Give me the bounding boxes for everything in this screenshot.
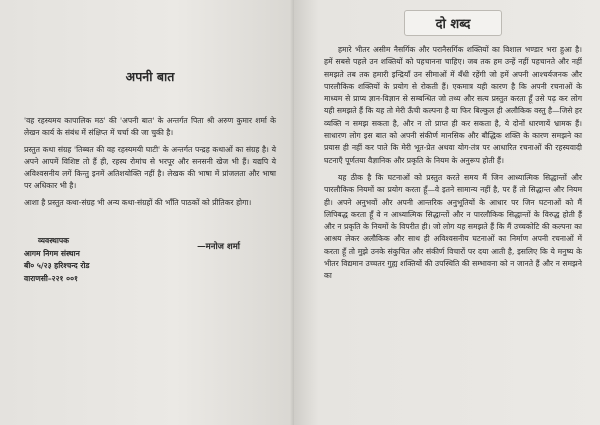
- left-paragraph-3: आशा है प्रस्तुत कथा-संग्रह भी अन्य कथा-संग्रहों की भाँति पाठकों को प्रीतिकर होगा।: [24, 197, 252, 207]
- publisher-name: आगम निगम संस्थान: [24, 248, 80, 258]
- publisher-block: [24, 235, 89, 285]
- publisher-role: व्यवस्थापक: [38, 236, 69, 246]
- signature-row: [24, 235, 276, 285]
- right-paragraph-1: हमारे भीतर असीम नैसर्गिक और परानैसर्गिक शक्तियों का विशाल भण्डार भरा हुआ है। हमें सबसे पहले उन शक्तियों को पहचानना चाहिए। जब तक हम उन्हें नहीं पहचानते और नहीं समझते तब तक हमारी इन्द्रियाँ उन सीमाओं में बँधी रहेंगी जो हमें अपनी आश्चर्यजनक और पारलौकिक शक्तियों के प्रयोग से रोकती हैं। एकमात्र यही कारण है कि अपनी रचनाओं के माध्यम से प्राप्य ज्ञान-विज्ञान से सम्बन्धित जो तथ्य और सत्य प्रस्तुत करता हूँ उसे पढ़ कर लोग यही समझते हैं कि यह तो मेरी ऊँची कल्पना है या फिर बिल्कुल ही अलौकिक वस्तु है—जिसे हर व्यक्ति न समझ सकता है, और न तो प्राप्त ही कर सकता है, ये दोनों धारणायें भ्रामक हैं। साधारण लोग इस बात को अपनी संकीर्ण मानसिक और बौद्धिक शक्ति के कारण समझने का प्रयास ही नहीं कर पाते कि मेरी भूत-प्रेत अथवा योग-तंत्र पर आधारित रचनाओं की रहस्यवादी घटनाएँ पूर्णतया वैज्ञानिक और प्रकृति के नियम के अनुरूप होती हैं।: [324, 45, 582, 165]
- publisher-city: वाराणसी–२२१ ००१: [24, 273, 78, 283]
- left-page-title: अपनी बात: [125, 69, 175, 84]
- right-page: [294, 0, 600, 425]
- left-paragraph-2: प्रस्तुत कथा संग्रह 'तिब्बत की वह रहस्यमयी घाटी' के अन्तर्गत पन्द्रह कथाओं का संग्रह है। ये अपने आपमें विशिष्ट तो हैं ही, रहस्य रोमांच से भरपूर और सनसनी खेज भी हैं। यद्यपि ये अविश्वसनीय लगें किन्तु इनमें अतिशयोक्ति नहीं है। लेखक की भाषा में प्रांजलता और भाषा पर अधिकार भी है।: [24, 144, 276, 191]
- left-page: [0, 0, 294, 425]
- right-page-title: दो शब्द: [404, 10, 502, 36]
- author-signature: —मनोज शर्मा: [197, 242, 240, 253]
- publisher-address: बी० ५/२३ हरिश्चन्द रोड: [24, 261, 90, 271]
- left-paragraph-1: 'वह रहस्यमय कापालिक मठ' की 'अपनी बात' के अन्तर्गत पिता श्री अरुण कुमार शर्मा के लेखन कार्य के संबंध में संक्षिप्त में चर्चा की जा चुकी है।: [24, 116, 276, 138]
- right-paragraph-2: यह ठीक है कि घटनाओं को प्रस्तुत करते समय मैं जिन आध्यात्मिक सिद्धान्तों और पारलौकिक नियमों का प्रयोग करता हूँ—वे इतने सामान्य नहीं है, पर हैं तो सिद्धान्त और नियम ही। अपने अनुभवों और अपनी आन्तरिक अनुभूतियों के आधार पर जिन घटनाओं को मैं लिपिबद्ध करता हूँ वे न आध्यात्मिक सिद्धान्तों और न पारलौकिक सिद्धान्तों के विरुद्ध होती हैं और न प्रकृति के नियमों के विपरीत ही। जो लोग यह समझते हैं कि मैं उच्चकोटि की कल्पना का आश्रय लेकर अलौकिक और साथ ही अविश्वसनीय घटनाओं का निर्माण अपनी रचनाओं में करता हूँ तो मुझे उनके संकुचित और संकीर्ण विचारों पर दया आती है, इसलिए कि ये मनुष्य के भीतर विद्यमान उच्चतर गुह्य शक्तियों की उपस्थिति की सम्भावना को न जानते हैं और न समझने का: [324, 172, 582, 281]
